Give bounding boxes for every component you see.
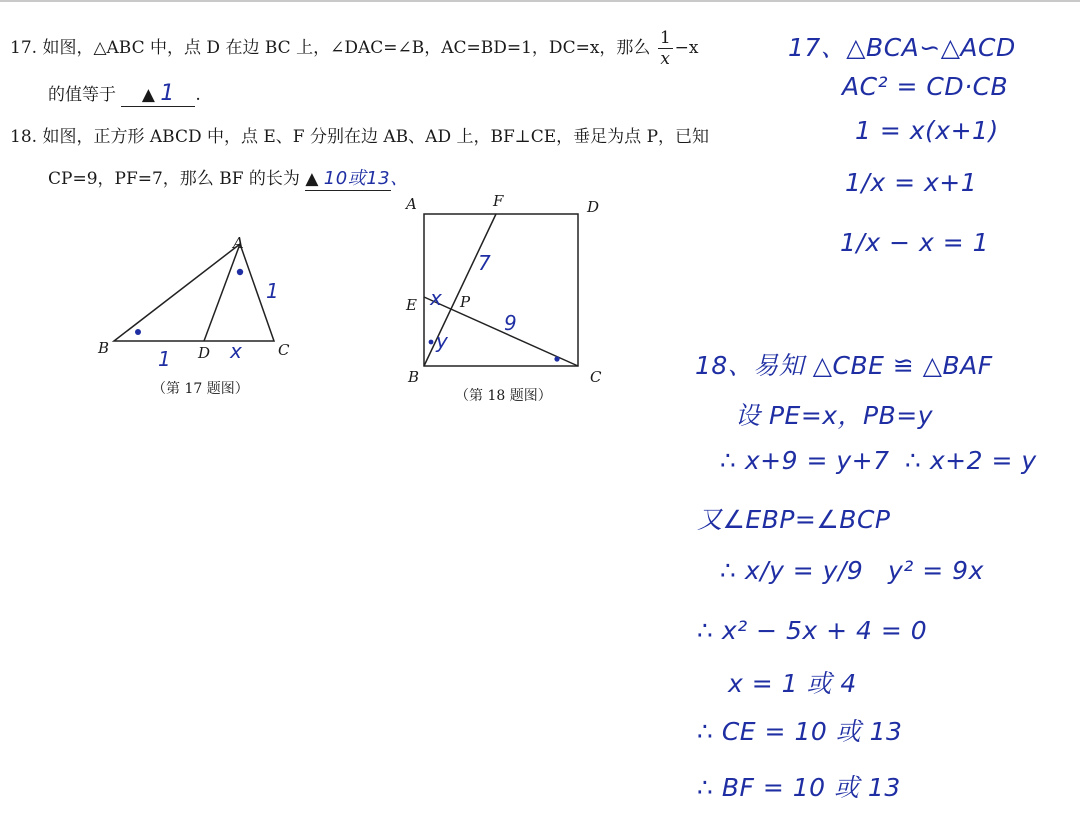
angle-mark-b bbox=[135, 329, 141, 335]
angle-mark-a bbox=[237, 269, 243, 275]
q18-line2-prefix: CP=9，PF=7，那么 BF 的长为 bbox=[48, 169, 300, 189]
triangle-abc bbox=[114, 244, 274, 341]
q18-text-line1: 如图，正方形 ABCD 中，点 E、F 分别在边 AB、AD 上，BF⊥CE，垂足为点 P，已知 bbox=[42, 127, 710, 147]
q18-number: 18. bbox=[10, 127, 38, 147]
q17-handwritten-answer: 1 bbox=[160, 81, 175, 106]
notes18-line-10: ∴ CE = 10 或 13 bbox=[697, 717, 903, 746]
q18-answer-mark: ▲ bbox=[305, 169, 319, 189]
label-f: F bbox=[493, 192, 504, 210]
hand-label-pf: 7 bbox=[478, 251, 491, 275]
notes18-line-9: x = 1 或 4 bbox=[728, 669, 857, 698]
label-b: B bbox=[98, 339, 110, 357]
notes17-line-4: 1/x = x+1 bbox=[845, 168, 978, 197]
label-d: D bbox=[198, 344, 211, 362]
hand-label-ac: 1 bbox=[266, 279, 279, 303]
q17-answer-blank bbox=[121, 81, 195, 107]
q17-text-after: −x bbox=[674, 38, 699, 58]
hand-label-ep: x bbox=[430, 286, 442, 310]
q17-fraction bbox=[658, 28, 673, 69]
q17-line2-prefix: 的值等于 bbox=[48, 85, 116, 105]
label-c: C bbox=[278, 341, 290, 359]
notes18-line-6: ∴ x/y = y/9 bbox=[720, 556, 864, 585]
hand-label-pc: 9 bbox=[504, 311, 517, 335]
notes17-line-2: AC² = CD·CB bbox=[842, 72, 1009, 101]
notes18-line-2: 设 PE=x，PB=y bbox=[735, 401, 934, 430]
notes18-line-3: ∴ x+9 = y+7 bbox=[720, 446, 890, 475]
q18-handwritten-answer: 10或13、 bbox=[323, 168, 409, 189]
notes18-line-5: 又∠EBP=∠BCP bbox=[697, 505, 891, 534]
q17-text: 如图，△ABC 中，点 D 在边 BC 上，∠DAC=∠B，AC=BD=1，DC=x，那么 bbox=[42, 38, 651, 58]
label-d: D bbox=[587, 198, 600, 216]
notes18-line-4: ∴ x+2 = y bbox=[905, 446, 1037, 475]
hand-label-bd: 1 bbox=[158, 347, 171, 370]
angle-mark-ebf bbox=[429, 340, 434, 345]
caption-figure-18: （第 18 题图） bbox=[455, 388, 552, 404]
notes18-line-8: ∴ x² − 5x + 4 = 0 bbox=[697, 616, 928, 645]
label-a: A bbox=[406, 195, 417, 213]
notes17-line-5: 1/x − x = 1 bbox=[840, 228, 990, 257]
notes17-line-1: 17、△BCA∽△ACD bbox=[788, 33, 1016, 62]
label-e: E bbox=[406, 296, 417, 314]
label-b: B bbox=[408, 368, 420, 385]
notes18-line-11: ∴ BF = 10 或 13 bbox=[697, 773, 901, 802]
notes18-line-1: 18、易知 △CBE ≌ △BAF bbox=[695, 351, 993, 380]
q17-answer-mark: ▲ bbox=[141, 85, 155, 105]
q17-frac-numerator: 1 bbox=[659, 28, 671, 48]
q17-number: 17. bbox=[10, 38, 38, 58]
notes17-line-3: 1 = x(x+1) bbox=[855, 116, 999, 145]
q17-line2-suffix: . bbox=[195, 85, 201, 105]
label-a: A bbox=[233, 234, 244, 252]
q18-line1 bbox=[10, 122, 709, 147]
hand-label-bp: y bbox=[436, 329, 448, 353]
figure-18 bbox=[400, 190, 610, 385]
label-p: P bbox=[460, 293, 471, 311]
hand-label-dc: x bbox=[230, 339, 242, 363]
q17-line1 bbox=[10, 28, 698, 69]
angle-mark-bce bbox=[554, 356, 559, 361]
q18-answer-blank bbox=[305, 164, 409, 191]
q18-line2 bbox=[48, 164, 409, 191]
caption-figure-17: （第 17 题图） bbox=[152, 381, 249, 397]
q17-line2 bbox=[48, 80, 201, 107]
notes18-line-7: y² = 9x bbox=[888, 556, 984, 585]
figure-17 bbox=[90, 230, 310, 370]
label-c: C bbox=[590, 368, 602, 385]
top-border bbox=[0, 0, 1080, 2]
q17-frac-denominator: x bbox=[660, 49, 671, 69]
